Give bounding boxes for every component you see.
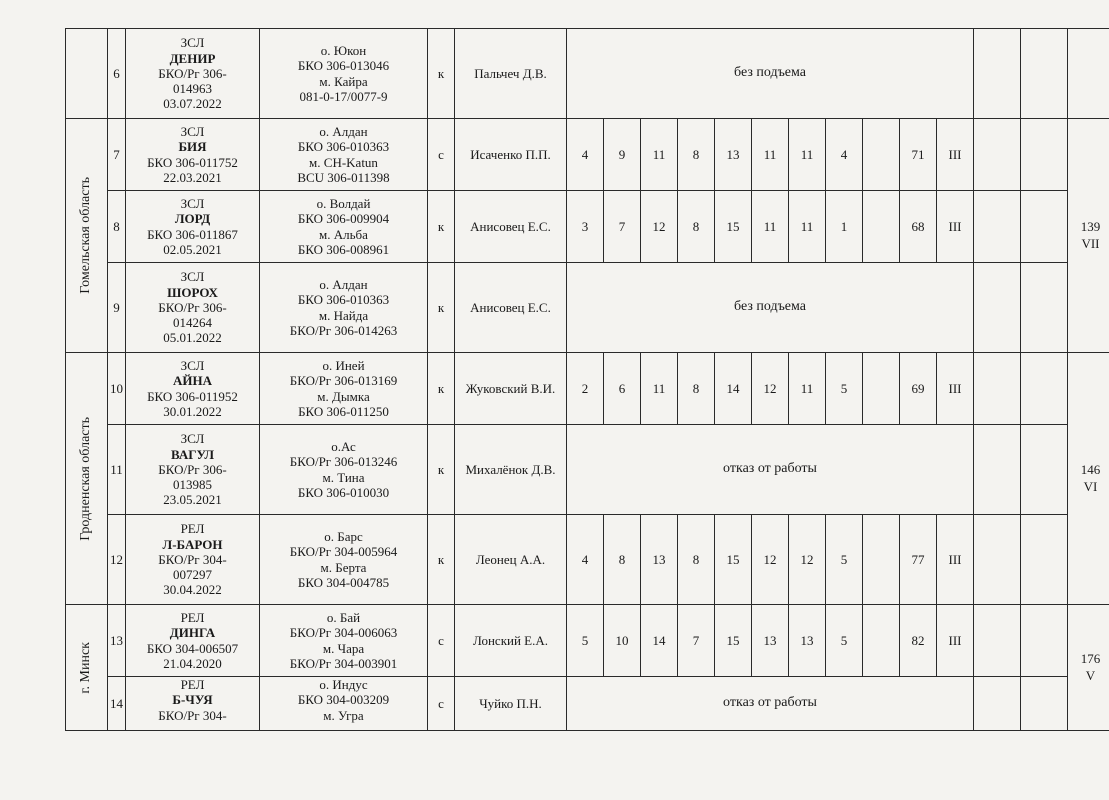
score-cell: 5: [826, 353, 863, 425]
dam-registry: 081-0-17/0077-9: [299, 88, 388, 104]
dog-breed: ЗСЛ: [180, 431, 205, 447]
score-cell: 12: [789, 515, 826, 605]
dog-name: Л-БАРОН: [162, 536, 223, 552]
dog-birthdate: 23.05.2021: [163, 492, 222, 508]
total-score: 82: [900, 605, 937, 677]
score-cell: 8: [678, 119, 715, 191]
empty-cell: [1021, 677, 1068, 731]
parents-cell: [260, 515, 428, 605]
dam-name: м. Альба: [319, 226, 368, 242]
parents-cell: [260, 119, 428, 191]
score-cell: 7: [604, 191, 641, 263]
table-row: [66, 515, 1109, 605]
score-cell: [863, 119, 900, 191]
owner-cell: Михалёнок Д.В.: [455, 425, 567, 515]
score-cell: 15: [715, 515, 752, 605]
owner-cell: Леонец А.А.: [455, 515, 567, 605]
empty-cell: [1021, 353, 1068, 425]
dog-breed: ЗСЛ: [180, 357, 205, 373]
score-cell: 13: [752, 605, 789, 677]
dog-name: ШОРОХ: [167, 284, 218, 300]
dog-name: БИЯ: [178, 139, 207, 155]
empty-cell: [1068, 29, 1109, 119]
diploma-degree: III: [937, 119, 974, 191]
sire-name: о. Алдан: [319, 276, 368, 292]
dog-breed: ЗСЛ: [180, 269, 205, 285]
score-cell: 15: [715, 605, 752, 677]
team-place: V: [1085, 667, 1096, 683]
score-cell: 14: [715, 353, 752, 425]
score-cell: 8: [604, 515, 641, 605]
score-cell: 4: [826, 119, 863, 191]
sire-registry: БКО 306-009904: [297, 211, 390, 227]
sex-cell: к: [428, 191, 455, 263]
dog-breed: РЕЛ: [180, 609, 205, 625]
score-cell: 8: [678, 191, 715, 263]
total-score: 77: [900, 515, 937, 605]
dam-name: м. Кайра: [319, 73, 368, 89]
empty-cell: [1021, 425, 1068, 515]
dog-registry-cont: 014264: [173, 315, 212, 331]
empty-cell: [1021, 191, 1068, 263]
dog-name: ВАГУЛ: [170, 446, 215, 462]
result-note: отказ от работы: [567, 425, 974, 515]
empty-cell: [974, 425, 1021, 515]
dog-cell: [126, 119, 260, 191]
score-cell: 11: [789, 119, 826, 191]
team-total-score: 146: [1080, 461, 1101, 477]
dam-name: м. Чара: [322, 640, 365, 656]
dog-name: Б-ЧУЯ: [172, 692, 213, 708]
team-total-score: 176: [1080, 650, 1101, 666]
sire-registry: БКО 306-010363: [297, 139, 390, 155]
score-cell: 12: [641, 191, 678, 263]
owner-cell: Пальчеч Д.В.: [455, 29, 567, 119]
region-cell-minsk: [66, 605, 108, 731]
team-total-minsk: [1068, 605, 1109, 731]
result-note: без подъема: [567, 263, 974, 353]
dam-name: м. Тина: [322, 469, 365, 485]
region-label: Гомельская область: [78, 177, 94, 294]
dog-name: ДЕНИР: [169, 50, 216, 66]
row-number: 9: [108, 263, 126, 353]
dog-registry: БКО 306-011752: [147, 154, 238, 170]
result-note: отказ от работы: [567, 677, 974, 731]
region-cell-grodno: [66, 353, 108, 605]
dog-registry: БКО/Рг 306-: [158, 299, 227, 315]
score-cell: 3: [567, 191, 604, 263]
dam-name: м. Берта: [320, 559, 367, 575]
row-number: 8: [108, 191, 126, 263]
team-total-grodno: [1068, 353, 1109, 605]
parents-cell: [260, 191, 428, 263]
region-cell-empty: [66, 29, 108, 119]
score-cell: 13: [715, 119, 752, 191]
dog-cell: [126, 29, 260, 119]
region-cell-gomel: [66, 119, 108, 353]
dog-breed: РЕЛ: [180, 677, 205, 692]
total-score: 68: [900, 191, 937, 263]
empty-cell: [974, 263, 1021, 353]
table-row: [66, 425, 1109, 515]
dog-cell: [126, 515, 260, 605]
dog-birthdate: 30.04.2022: [163, 582, 222, 598]
score-cell: 7: [678, 605, 715, 677]
empty-cell: [974, 677, 1021, 731]
dog-registry: БКО 304-006507: [146, 640, 239, 656]
sex-cell: к: [428, 515, 455, 605]
team-place: VII: [1081, 235, 1100, 251]
score-cell: 6: [604, 353, 641, 425]
dog-registry: БКО/Рг 304-: [158, 707, 227, 723]
score-cell: 11: [641, 119, 678, 191]
dog-birthdate: 21.04.2020: [163, 655, 222, 671]
empty-cell: [974, 353, 1021, 425]
dog-registry: БКО/Рг 306-: [158, 65, 227, 81]
dog-registry-cont: 014963: [173, 81, 212, 97]
parents-cell: [260, 263, 428, 353]
dog-cell: [126, 263, 260, 353]
row-number: 11: [108, 425, 126, 515]
sex-cell: с: [428, 677, 455, 731]
score-cell: 5: [567, 605, 604, 677]
dog-birthdate: 22.03.2021: [163, 169, 222, 185]
sire-registry: БКО 306-010363: [297, 292, 390, 308]
sire-name: о. Алдан: [319, 123, 368, 139]
dam-registry: БКО 306-008961: [297, 241, 390, 257]
dam-registry: БКО/Рг 304-003901: [289, 655, 398, 671]
score-cell: [863, 605, 900, 677]
dam-registry: БКО/Рг 306-014263: [289, 322, 398, 338]
dam-name: м. Угра: [323, 707, 364, 723]
dog-cell: [126, 353, 260, 425]
parents-cell: [260, 353, 428, 425]
row-number: 12: [108, 515, 126, 605]
parents-cell: [260, 29, 428, 119]
dog-registry: БКО/Рг 306-: [158, 461, 227, 477]
table-row: [66, 353, 1109, 425]
sex-cell: к: [428, 353, 455, 425]
row-number: 6: [108, 29, 126, 119]
dog-name: ЛОРД: [174, 211, 211, 227]
table-row: [66, 119, 1109, 191]
dog-cell: [126, 191, 260, 263]
empty-cell: [1021, 29, 1068, 119]
dog-registry-cont: 013985: [173, 477, 212, 493]
sire-name: о. Юкон: [320, 42, 367, 58]
score-cell: 12: [752, 515, 789, 605]
score-cell: 13: [789, 605, 826, 677]
team-place: VI: [1083, 478, 1098, 494]
sire-registry: БКО/Рг 306-013246: [289, 454, 398, 470]
region-label: Гродненская область: [78, 416, 94, 541]
dog-cell: [126, 605, 260, 677]
dam-registry: БКО 304-004785: [297, 574, 390, 590]
score-cell: [863, 515, 900, 605]
dog-cell: [126, 677, 260, 731]
dam-registry: БКО 306-011250: [298, 403, 389, 419]
results-table: [65, 28, 1109, 731]
dog-birthdate: 03.07.2022: [163, 96, 222, 112]
team-total-gomel: [1068, 119, 1109, 353]
empty-cell: [974, 605, 1021, 677]
dog-registry: БКО 306-011867: [147, 226, 238, 242]
score-cell: 14: [641, 605, 678, 677]
row-number: 7: [108, 119, 126, 191]
sire-name: о. Иней: [322, 357, 365, 373]
score-cell: 11: [752, 191, 789, 263]
team-total-score: 139: [1080, 218, 1101, 234]
total-score: 69: [900, 353, 937, 425]
dam-name: м. Дымка: [317, 388, 370, 404]
dog-cell: [126, 425, 260, 515]
parents-cell: [260, 425, 428, 515]
dog-breed: ЗСЛ: [180, 35, 205, 51]
owner-cell: Анисовец Е.С.: [455, 191, 567, 263]
sire-name: о.Ас: [331, 438, 356, 454]
owner-cell: Чуйко П.Н.: [455, 677, 567, 731]
score-cell: 2: [567, 353, 604, 425]
dog-registry: БКО/Рг 304-: [158, 551, 227, 567]
score-cell: 11: [752, 119, 789, 191]
score-cell: 5: [826, 515, 863, 605]
sire-registry: БКО/Рг 306-013169: [289, 373, 398, 389]
dog-name: АЙНА: [173, 373, 212, 389]
dog-breed: ЗСЛ: [180, 195, 205, 211]
owner-cell: Анисовец Е.С.: [455, 263, 567, 353]
score-cell: 11: [789, 191, 826, 263]
sire-registry: БКО/Рг 304-005964: [289, 544, 398, 560]
empty-cell: [1021, 263, 1068, 353]
row-number: 13: [108, 605, 126, 677]
dam-name: м. CH-Katun: [309, 154, 378, 170]
sire-registry: БКО/Рг 304-006063: [289, 625, 398, 641]
score-cell: 5: [826, 605, 863, 677]
score-cell: [863, 191, 900, 263]
score-cell: 9: [604, 119, 641, 191]
score-cell: 12: [752, 353, 789, 425]
table-row: [66, 605, 1109, 677]
empty-cell: [974, 29, 1021, 119]
empty-cell: [1021, 605, 1068, 677]
score-cell: 1: [826, 191, 863, 263]
sex-cell: к: [428, 263, 455, 353]
sire-name: о. Барс: [324, 528, 363, 544]
parents-cell: [260, 677, 428, 731]
diploma-degree: III: [937, 353, 974, 425]
score-cell: 11: [789, 353, 826, 425]
dam-registry: БКО 306-010030: [297, 484, 390, 500]
empty-cell: [974, 119, 1021, 191]
sex-cell: с: [428, 605, 455, 677]
score-cell: 8: [678, 353, 715, 425]
score-cell: 11: [641, 353, 678, 425]
table-row: [66, 263, 1109, 353]
score-cell: 4: [567, 515, 604, 605]
result-note: без подъема: [567, 29, 974, 119]
row-number: 14: [108, 677, 126, 731]
score-cell: 8: [678, 515, 715, 605]
empty-cell: [974, 515, 1021, 605]
diploma-degree: III: [937, 605, 974, 677]
dog-registry-cont: 007297: [173, 567, 212, 583]
empty-cell: [1021, 515, 1068, 605]
sire-name: о. Волдай: [316, 195, 371, 211]
table-row: [66, 191, 1109, 263]
diploma-degree: III: [937, 515, 974, 605]
table-row: [66, 29, 1109, 119]
sire-name: о. Индус: [319, 677, 368, 692]
empty-cell: [974, 191, 1021, 263]
sire-registry: БКО 304-003209: [297, 692, 390, 708]
dog-birthdate: 02.05.2021: [163, 241, 222, 257]
row-number: 10: [108, 353, 126, 425]
dog-registry: БКО 306-011952: [147, 388, 238, 404]
table-row: [66, 677, 1109, 731]
parents-cell: [260, 605, 428, 677]
score-cell: 10: [604, 605, 641, 677]
dog-breed: РЕЛ: [180, 521, 205, 537]
owner-cell: Исаченко П.П.: [455, 119, 567, 191]
owner-cell: Лонский Е.А.: [455, 605, 567, 677]
dog-breed: ЗСЛ: [180, 123, 205, 139]
empty-cell: [1021, 119, 1068, 191]
sex-cell: к: [428, 29, 455, 119]
score-cell: 13: [641, 515, 678, 605]
dog-birthdate: 30.01.2022: [163, 403, 222, 419]
region-label: г. Минск: [78, 641, 94, 694]
dog-name: ДИНГА: [169, 625, 216, 641]
dog-birthdate: 05.01.2022: [163, 330, 222, 346]
score-cell: 15: [715, 191, 752, 263]
sex-cell: с: [428, 119, 455, 191]
diploma-degree: III: [937, 191, 974, 263]
sire-name: о. Бай: [326, 609, 361, 625]
total-score: 71: [900, 119, 937, 191]
dam-name: м. Найда: [318, 307, 369, 323]
owner-cell: Жуковский В.И.: [455, 353, 567, 425]
sex-cell: к: [428, 425, 455, 515]
dam-registry: BCU 306-011398: [297, 169, 390, 185]
score-cell: [863, 353, 900, 425]
score-cell: 4: [567, 119, 604, 191]
sire-registry: БКО 306-013046: [297, 58, 390, 74]
